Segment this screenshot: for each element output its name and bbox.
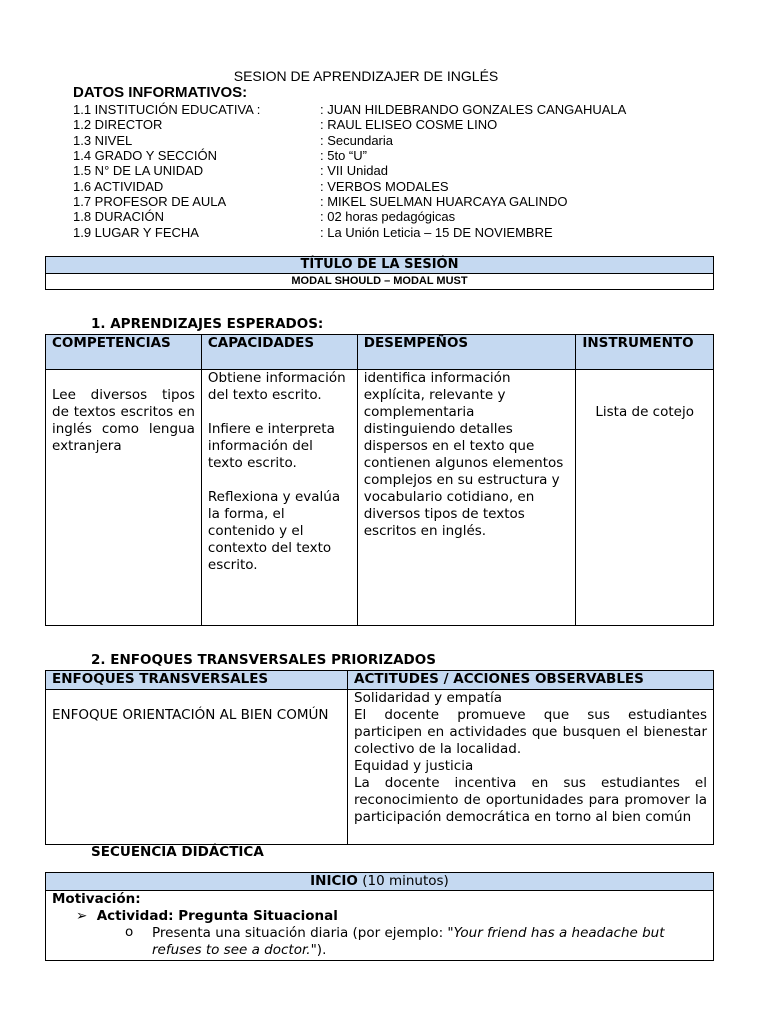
info-row [73,209,455,224]
aprendizajes-heading: 1. APRENDIZAJES ESPERADOS: [91,316,324,332]
info-label: 1.6 ACTIVIDAD [73,179,164,194]
info-value: : MIKEL SUELMAN HUARCAYA GALINDO [320,194,568,209]
capacidades-cell [201,370,357,626]
document-title: SESION DE APRENDIZAJER DE INGLÉS [233,68,499,84]
actitudes-cell [348,690,714,845]
capacidad-item: Reflexiona y evalúa la forma, el contenido y el contexto del texto escrito. [207,489,341,573]
info-label: 1.1 INSTITUCIÓN EDUCATIVA : [73,102,261,117]
info-label: 1.2 DIRECTOR [73,117,163,132]
inicio-label: INICIO [310,873,358,889]
info-row [73,194,568,209]
enfoque-cell [46,690,348,845]
info-row [73,133,393,148]
aprendizajes-table [45,334,714,626]
titulo-sesion-table [45,256,714,290]
actividad-item [52,908,707,925]
presenta-text [128,925,707,959]
header-competencias: COMPETENCIAS [46,335,202,370]
inicio-table [45,872,714,961]
actitud-text: La docente incentiva en sus estudiantes el reconocimiento de oportunidades para promover la participación democrática en torno al bien común [354,775,707,825]
info-row [73,117,497,132]
header-actitudes: ACTITUDES / ACCIONES OBSERVABLES [348,671,714,690]
info-label: 1.7 PROFESOR DE AULA [73,194,227,209]
arrow-bullet-icon: ➢ [76,908,88,924]
header-enfoques: ENFOQUES TRANSVERSALES [46,671,348,690]
enfoques-table [45,670,714,845]
header-instrumento: INSTRUMENTO [576,335,714,370]
actitud-title: Equidad y justicia [354,758,474,774]
actitud-text: El docente promueve que sus estudiantes participen en actividades que busquen el bienestar colectivo de la localidad. [354,707,707,757]
info-label: 1.9 LUGAR Y FECHA [73,225,199,240]
secuencia-heading: SECUENCIA DIDÁCTICA [91,844,264,860]
info-row [73,102,626,117]
enfoque-text: ENFOQUE ORIENTACIÓN AL BIEN COMÚN [52,707,329,723]
header-capacidades: CAPACIDADES [201,335,357,370]
desempenos-cell [357,370,576,626]
info-value: : 02 horas pedagógicas [320,209,456,224]
info-row [73,148,367,163]
presenta-italic: Your friend has a headache but refuses to see a doctor. [152,925,665,958]
info-row [73,179,449,194]
info-value: : VERBOS MODALES [320,179,449,194]
info-label: 1.4 GRADO Y SECCIÓN [73,148,218,163]
info-label: 1.8 DURACIÓN [73,209,165,224]
presenta-suffix: "). [310,942,327,958]
enfoques-heading: 2. ENFOQUES TRANSVERSALES PRIORIZADOS [91,652,436,668]
header-desempenos: DESEMPEÑOS [357,335,576,370]
motivacion-label: Motivación: [52,891,141,907]
info-value: : La Unión Leticia – 15 DE NOVIEMBRE [320,225,553,240]
info-value: : Secundaria [320,133,393,148]
capacidad-item: Obtiene información del texto escrito. [207,370,346,403]
info-row [73,163,388,178]
actividad-text: Actividad: Pregunta Situacional [96,908,338,924]
info-label: 1.3 NIVEL [73,133,133,148]
info-label: 1.5 N° DE LA UNIDAD [73,163,204,178]
competencia-text: Lee diversos tipos de textos escritos en inglés como lengua extranjera [52,387,195,454]
competencia-cell [46,370,202,626]
info-value: : JUAN HILDEBRANDO GONZALES CANGAHUALA [320,102,627,117]
info-value: : VII Unidad [320,163,388,178]
info-value: : 5to “U” [320,148,367,163]
titulo-sesion-value: MODAL SHOULD – MODAL MUST [46,274,714,290]
inicio-time: (10 minutos) [362,873,449,889]
capacidad-item: Infiere e interpreta información del texto escrito. [207,421,335,471]
instrumento-text: Lista de cotejo [595,404,694,420]
circle-bullet-icon: o [125,924,134,940]
inicio-header [46,873,714,891]
inicio-body [46,891,714,961]
info-row [73,225,553,240]
titulo-sesion-header: TÍTULO DE LA SESIÓN [46,257,714,274]
presenta-prefix: Presenta una situación diaria (por ejemplo: " [152,925,454,941]
actitud-title: Solidaridad y empatía [354,690,503,706]
datos-informativos-heading: DATOS INFORMATIVOS: [73,84,248,101]
desempenos-text: identifica información explícita, relevante y complementaria distinguiendo detalles dispersos en el texto que contienen algunos elementos complejos en su estructura y vocabulario cotidiano, en diversos tipos de textos escritos en inglés. [363,370,564,539]
presenta-item [52,925,707,959]
instrumento-cell [576,370,714,626]
info-value: : RAUL ELISEO COSME LINO [320,117,498,132]
